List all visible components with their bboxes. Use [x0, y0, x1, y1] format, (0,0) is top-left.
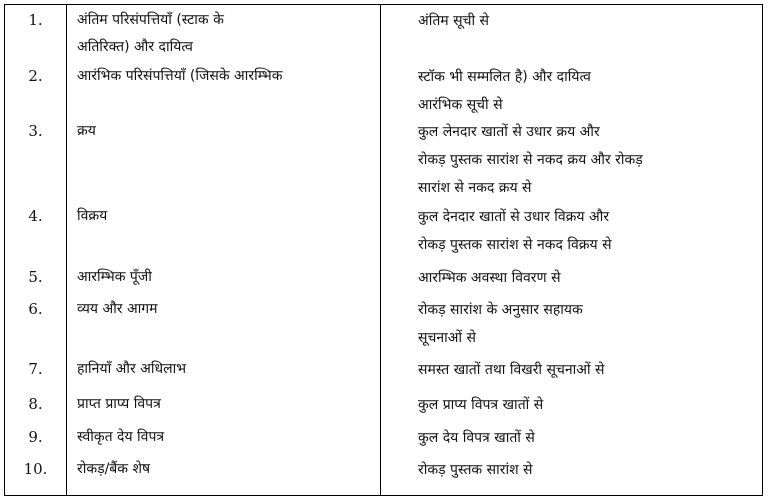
- source-cell: रोकड़ सारांश के अनुसार सहायक सूचनाओं से: [418, 302, 583, 346]
- row-number: 2.: [28, 67, 43, 85]
- source-cell: स्टॉक भी सम्मलित है) और दायित्व आरंभिक सूची से: [418, 69, 591, 113]
- item-cell: आरम्भिक पूँजी: [77, 269, 152, 285]
- source-cell: कुल लेनदार खातों से उधार क्रय और रोकड़ पुस्तक सारांश से नकद क्रय और रोकड़ सारांश से नकद क्रय से: [418, 124, 643, 196]
- row-number: 5.: [28, 268, 43, 286]
- item-cell: हानियाँ और अधिलाभ: [77, 361, 187, 377]
- source-cell: समस्त खातों तथा विखरी सूचनाओं से: [418, 362, 605, 378]
- row-number: 10.: [23, 460, 48, 478]
- item-cell: रोकड़/बैंक शेष: [77, 461, 151, 477]
- row-number: 9.: [28, 428, 43, 446]
- column-divider: [66, 5, 67, 495]
- source-cell: रोकड़ पुस्तक सारांश से: [418, 462, 533, 478]
- source-cell: कुल देनदार खातों से उधार विक्रय और रोकड़ पुस्तक सारांश से नकद विक्रय से: [418, 209, 612, 253]
- item-cell: क्रय: [77, 123, 96, 139]
- item-cell: स्वीकृत देय विपत्र: [77, 429, 165, 445]
- row-number: 3.: [28, 122, 43, 140]
- item-cell: विक्रय: [77, 208, 108, 224]
- source-cell: कुल देय विपत्र खातों से: [418, 430, 535, 446]
- row-number: 1.: [28, 11, 43, 29]
- source-cell: आरम्भिक अवस्था विवरण से: [418, 270, 561, 286]
- source-cell: कुल प्राप्य विपत्र खातों से: [418, 397, 544, 413]
- data-sources-table: [4, 4, 763, 496]
- row-number: 7.: [28, 360, 43, 378]
- row-number: 4.: [28, 207, 43, 225]
- item-cell: आरंभिक परिसंपत्तियाँ (जिसके आरम्भिक: [77, 68, 283, 84]
- item-cell: प्राप्त प्राप्य विपत्र: [77, 396, 161, 412]
- item-cell: अंतिम परिसंपत्तियाँ (स्टाक के अतिरिक्त) और दायित्व: [77, 12, 224, 55]
- row-number: 6.: [28, 300, 43, 318]
- row-number: 8.: [28, 395, 43, 413]
- source-cell: अंतिम सूची से: [418, 13, 490, 29]
- column-divider: [380, 5, 381, 495]
- item-cell: व्यय और आगम: [77, 301, 158, 317]
